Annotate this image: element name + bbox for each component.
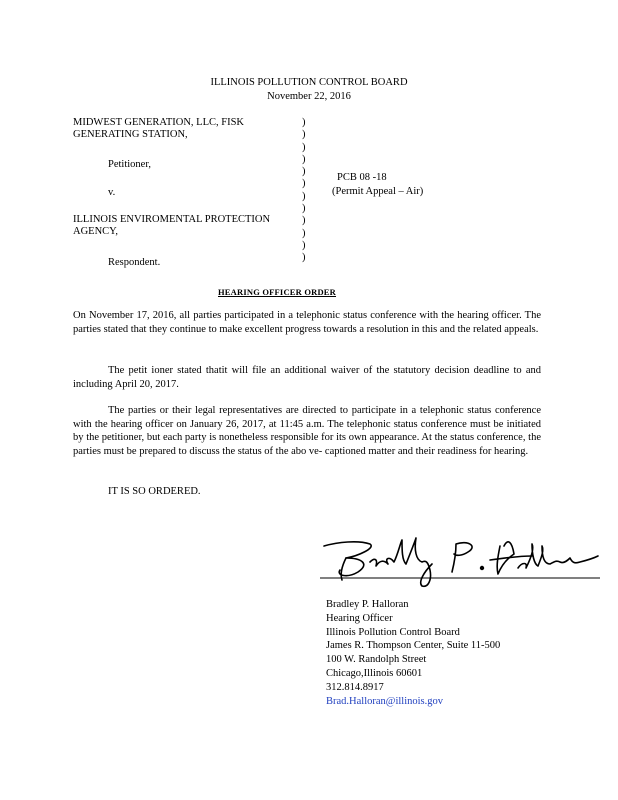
address-line-3: Chicago,Illinois 60601 xyxy=(326,667,423,679)
paragraph-1: On November 17, 2016, all parties participated in a telephonic status conference with the hearing officer. The parties stated that they continue to make excellent progress towards a resolution in this and the related appeals. xyxy=(73,310,541,335)
respondent-name xyxy=(73,214,288,238)
respondent-role: Respondent. xyxy=(108,257,161,268)
paren: ) xyxy=(302,215,306,227)
paragraph-3: The parties or their legal representatives are directed to participate in a telephonic status conference with the hearing officer on January 26, 2017, at 11:45 a.m. The telephonic status conference must be initiated by the petitioner, but each party is nonetheless responsible for its own appearance. At the status conference, the parties must be prepared to discuss the status of the abo ve- captioned matter and their readiness for hearing. xyxy=(73,405,541,457)
respondent-name-line1: ILLINOIS ENVIROMENTAL PROTECTION xyxy=(73,214,271,225)
board-name: ILLINOIS POLLUTION CONTROL BOARD xyxy=(210,77,408,88)
petitioner-role: Petitioner, xyxy=(108,159,152,170)
paren: ) xyxy=(302,239,306,251)
paren: ) xyxy=(302,252,306,264)
paren: ) xyxy=(302,117,306,128)
paren: ) xyxy=(302,227,306,239)
paragraph-4: IT IS SO ORDERED. xyxy=(108,486,201,497)
paren: ) xyxy=(302,178,306,190)
case-number: PCB 08 -18 xyxy=(337,172,387,183)
petitioner-name-line2: GENERATING STATION, xyxy=(73,129,188,140)
paren: ) xyxy=(302,129,306,141)
versus-label: v. xyxy=(108,187,116,198)
address-line-1: James R. Thompson Center, Suite 11-500 xyxy=(326,640,501,652)
address-line-2: 100 W. Randolph Street xyxy=(326,654,427,666)
case-type: (Permit Appeal – Air) xyxy=(332,186,424,197)
paren: ) xyxy=(302,203,306,215)
petitioner-name xyxy=(73,117,288,141)
respondent-name-line2: AGENCY, xyxy=(73,226,119,237)
signature-block xyxy=(326,598,500,708)
signer-agency: Illinois Pollution Control Board xyxy=(326,626,460,638)
paren: ) xyxy=(302,166,306,178)
email-link[interactable]: Brad.Halloran@illinois.gov xyxy=(326,695,443,707)
signer-name: Bradley P. Halloran xyxy=(326,599,409,610)
petitioner-name-line1: MIDWEST GENERATION, LLC, FISK xyxy=(73,117,245,128)
caption-parens xyxy=(302,117,306,265)
order-date: November 22, 2016 xyxy=(267,91,351,102)
paren: ) xyxy=(302,153,306,165)
paren: ) xyxy=(302,141,306,153)
paren: ) xyxy=(302,190,306,202)
phone-number: 312.814.8917 xyxy=(326,681,384,693)
handwritten-signature xyxy=(318,534,600,590)
order-title: HEARING OFFICER ORDER xyxy=(218,287,337,297)
paragraph-2: The petit ioner stated thatit will file an additional waiver of the statutory decision deadline to and including April 20, 2017. xyxy=(73,365,541,390)
signer-title: Hearing Officer xyxy=(326,612,393,624)
